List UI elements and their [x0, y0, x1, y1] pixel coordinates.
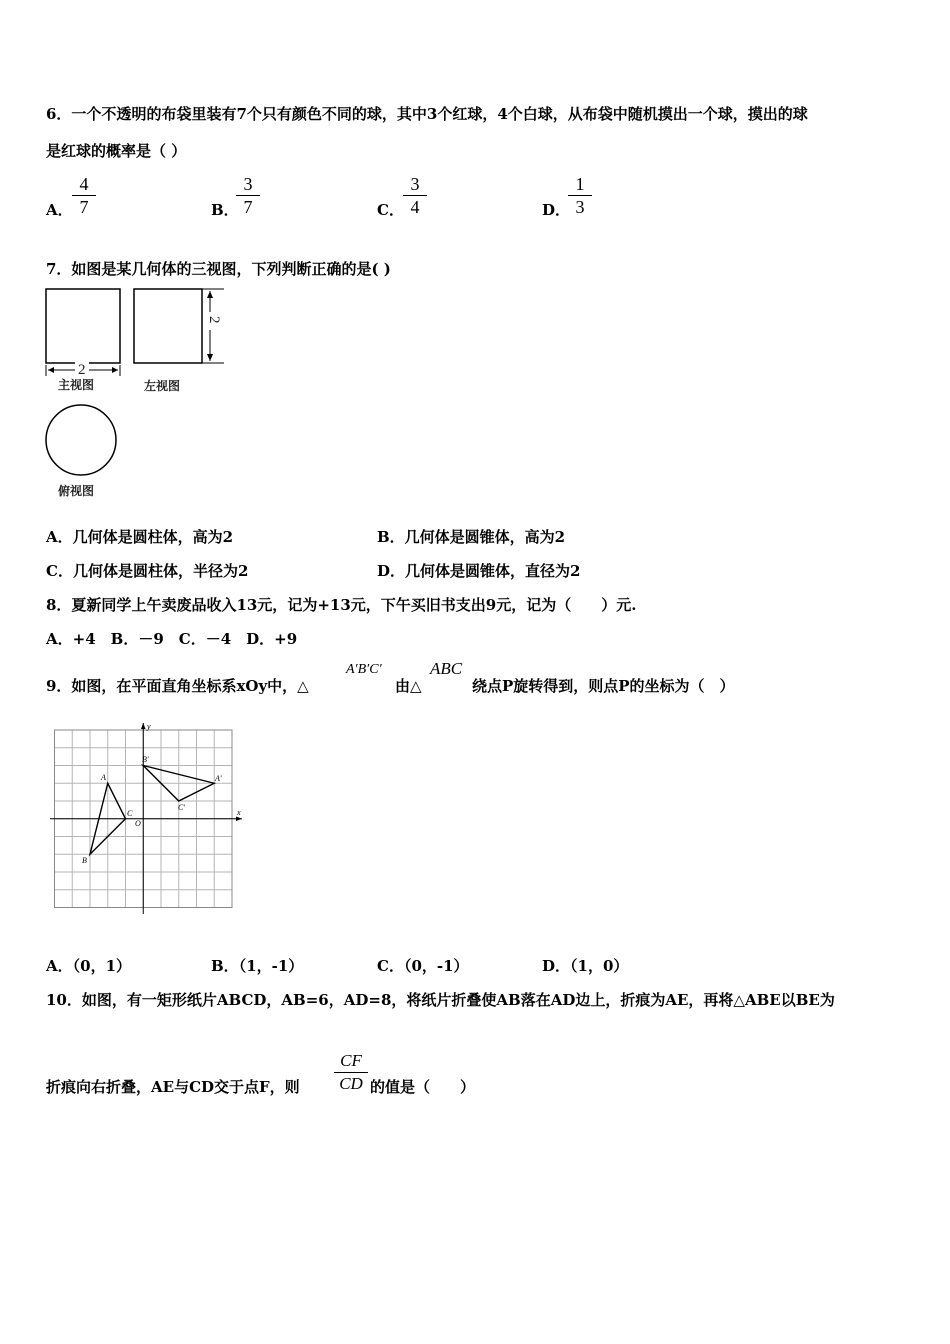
q6-option-c-fraction [403, 173, 427, 218]
q9-option-c [377, 955, 469, 976]
height-dimension-label: 2 [206, 316, 222, 324]
fraction-numerator: 4 [72, 173, 96, 196]
q9-option-b [211, 955, 303, 976]
q7-option-c: C．几何体是圆柱体，半径为2 [46, 562, 249, 580]
q7-option-a: A．几何体是圆柱体，高为2 [46, 528, 234, 546]
fraction-denominator: 4 [410, 197, 420, 217]
fraction-numerator: CF [334, 1050, 368, 1073]
q10-stem-line2-part1: 折痕向右折叠，AE与CD交于点F，则 [46, 1078, 300, 1096]
top-view-circle [46, 405, 116, 475]
option-text: （0，-1） [403, 957, 469, 975]
left-view-square [134, 289, 202, 363]
x-axis-label: x [237, 808, 241, 817]
q6-option-b-letter: B． [211, 201, 239, 219]
front-view-label: 主视图 [58, 378, 95, 392]
fraction-denominator: 7 [79, 197, 89, 217]
fraction-denominator: CD [339, 1074, 363, 1093]
front-view-square [46, 289, 120, 363]
option-letter: B． [211, 957, 239, 975]
q10-fraction [334, 1050, 368, 1095]
q6-option-a-letter: A． [46, 201, 73, 219]
option-letter: A． [46, 957, 73, 975]
q9-triangle-prime: A′B′C′ [346, 662, 382, 677]
q6-stem-line1: 6．一个不透明的布袋里装有7个只有颜色不同的球，其中3个红球，4个白球，从布袋中随机摸出一个球，摸出的球 [46, 105, 808, 123]
q7-three-view-figure [44, 286, 244, 501]
q9-option-d [542, 955, 628, 976]
q9-stem-part3: 绕点P旋转得到，则点P的坐标为（ ） [472, 677, 735, 695]
q6-option-d-letter: D． [542, 201, 571, 219]
q6-option-c-letter: C． [377, 201, 404, 219]
top-view-label: 俯视图 [58, 484, 95, 498]
q8-stem: 8．夏新同学上午卖废品收入13元，记为+13元，下午买旧书支出9元，记为（ ）元. [46, 596, 637, 614]
fraction-denominator: 7 [243, 197, 253, 217]
option-text: （0，1） [72, 957, 132, 975]
fraction-numerator: 3 [403, 173, 427, 196]
q8-options: A．+4 B．－9 C．－4 D．+9 [46, 630, 298, 648]
q9-stem-part1: 9．如图，在平面直角坐标系xOy中，△ [46, 677, 309, 695]
point-c-label: C [127, 809, 133, 818]
q9-option-a [46, 955, 131, 976]
q10-stem-line2-part2: 的值是（ ） [370, 1078, 476, 1096]
fraction-numerator: 1 [568, 173, 592, 196]
point-c-prime-label: C′ [178, 803, 186, 812]
q7-option-d: D．几何体是圆锥体，直径为2 [377, 562, 581, 580]
option-letter: C． [377, 957, 404, 975]
option-text: （1，0） [570, 957, 629, 975]
point-b-label: B [82, 856, 87, 865]
y-axis-label: y [147, 722, 151, 731]
option-letter: D． [542, 957, 571, 975]
fraction-numerator: 3 [236, 173, 260, 196]
width-dimension-label: 2 [78, 362, 86, 378]
q7-stem: 7．如图是某几何体的三视图，下列判断正确的是( ) [46, 260, 391, 278]
q6-option-b-fraction [236, 173, 260, 218]
point-a-prime-label: A′ [215, 774, 222, 783]
fraction-denominator: 3 [575, 197, 585, 217]
point-a-label: A [101, 773, 106, 782]
origin-label: O [135, 819, 141, 828]
q6-stem-line2: 是红球的概率是（ ） [46, 142, 187, 160]
q6-option-a-fraction [72, 173, 96, 218]
q9-triangle-original: ABC [430, 659, 463, 678]
q6-option-d-fraction [568, 173, 592, 218]
q9-coordinate-grid-figure [50, 720, 250, 915]
q7-option-b: B．几何体是圆锥体，高为2 [377, 528, 566, 546]
q10-stem-line1: 10．如图，有一矩形纸片ABCD，AB=6，AD=8，将纸片折叠使AB落在AD边上，折痕为AE，再将△ABE以BE为 [46, 991, 835, 1009]
point-b-prime-label: B′ [142, 755, 149, 764]
x-axis-arrow [236, 817, 242, 822]
left-view-label: 左视图 [144, 379, 181, 393]
option-text: （1，-1） [238, 957, 304, 975]
y-axis-arrow [141, 723, 146, 729]
q9-stem-part2: 由△ [395, 677, 422, 695]
